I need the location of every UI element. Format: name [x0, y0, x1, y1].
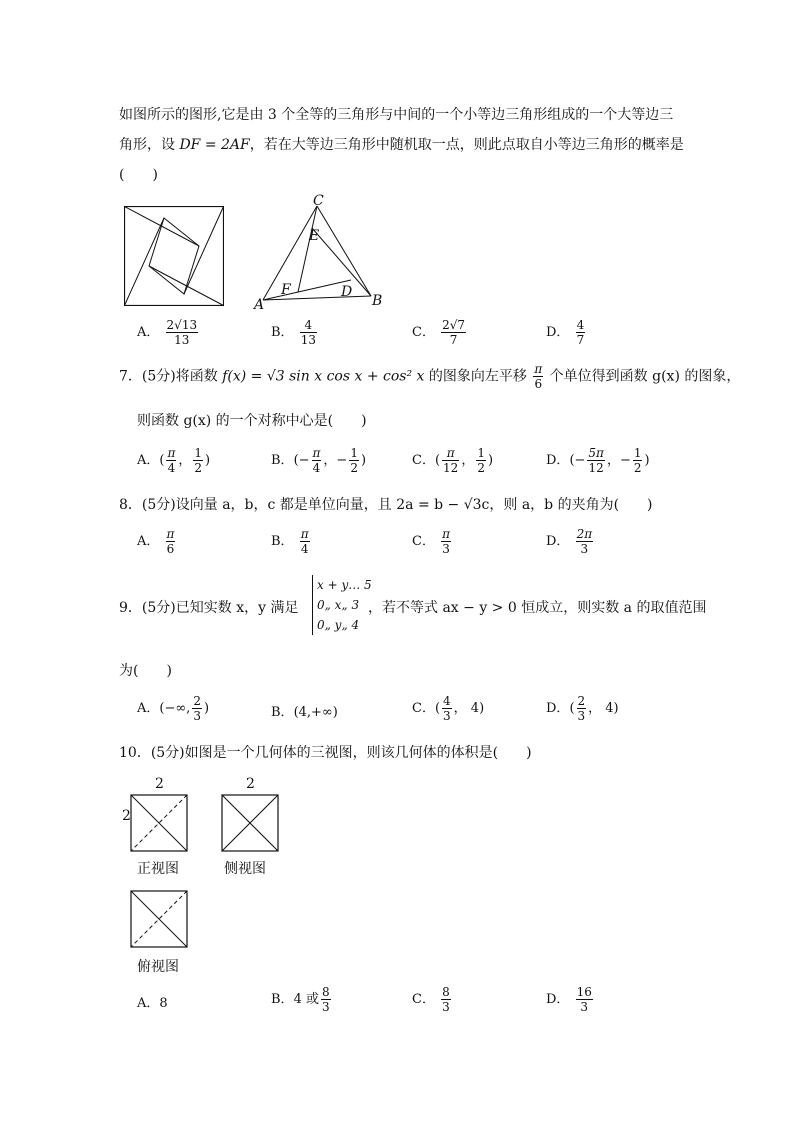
side-view-top-dimension: 2: [246, 776, 255, 792]
numerator: π: [312, 446, 321, 460]
q8-option-b[interactable]: [271, 527, 312, 556]
fraction: [193, 446, 203, 475]
denominator: 7: [576, 333, 585, 347]
fraction: [166, 318, 199, 347]
paren: ): [644, 453, 650, 468]
numerator: 2√7: [442, 318, 466, 332]
fraction: [312, 446, 322, 475]
fraction: [441, 985, 451, 1014]
denominator: 12: [443, 461, 459, 475]
fraction: [533, 362, 543, 391]
denominator: 13: [300, 333, 316, 347]
fraction: [300, 318, 317, 347]
denominator: 2: [633, 461, 642, 475]
denominator: 12: [588, 461, 604, 475]
pinwheel-square-figure: [124, 206, 224, 306]
side-view-drawing: [221, 794, 279, 852]
numerator: 4: [300, 318, 317, 333]
numerator: 8: [442, 985, 450, 999]
interval-end: ， 4): [453, 701, 485, 716]
denominator: 3: [580, 542, 589, 556]
q9-constraint-system: [312, 575, 372, 635]
q8-option-c[interactable]: [412, 527, 453, 556]
denominator: 6: [166, 542, 175, 556]
numerator: π: [534, 362, 543, 376]
fraction: [321, 985, 331, 1014]
numerator: π: [300, 527, 309, 541]
denominator: 4: [167, 461, 176, 475]
option-letter: C．: [412, 534, 435, 549]
fraction: [441, 527, 451, 556]
option-letter: A．: [137, 325, 160, 340]
q6-option-c[interactable]: [412, 318, 468, 347]
fraction: [576, 527, 594, 556]
option-letter: D．: [546, 453, 570, 468]
front-view-drawing: [130, 794, 188, 852]
interval-start: (: [569, 701, 575, 716]
denominator: 3: [193, 709, 201, 723]
q8-option-d[interactable]: [546, 527, 595, 556]
fraction: [476, 446, 486, 475]
q7-option-d[interactable]: [546, 446, 650, 475]
denominator: 7: [449, 333, 458, 347]
denominator: 3: [443, 709, 451, 723]
option-value: 8: [159, 996, 168, 1011]
q7-prefix: 7．(5分)将函数: [119, 368, 223, 385]
option-letter: A．: [137, 453, 160, 468]
intro-line-2-pre: 角形，设: [119, 137, 180, 153]
numerator: 16: [576, 985, 592, 999]
q7-function: f(x) = √3 sin x cos x + cos² x: [222, 368, 425, 385]
interval-end: ): [203, 701, 210, 716]
q8-option-a[interactable]: [137, 527, 177, 556]
q10-option-b[interactable]: [271, 985, 333, 1014]
fraction: [166, 446, 176, 475]
vertex-label-d: D: [341, 284, 353, 300]
q10-stem: 10．(5分)如图是一个几何体的三视图，则该几何体的体积是( ): [119, 745, 532, 761]
numerator: 2: [193, 694, 201, 708]
q9-option-b[interactable]: [271, 701, 338, 720]
q8-stem: 8．(5分)设向量 a，b，c 都是单位向量，且 2a = b − √3c，则 a，b 的夹角为( ): [119, 497, 653, 513]
side-view-label: 侧视图: [224, 861, 266, 877]
fraction: [577, 694, 587, 723]
fraction: [587, 446, 605, 475]
vertex-label-a: A: [254, 297, 265, 313]
option-letter: A．: [137, 534, 160, 549]
paren: (−: [293, 453, 310, 468]
denominator: 3: [321, 1000, 330, 1014]
numerator: 4: [576, 318, 585, 332]
denominator: 2: [194, 461, 203, 475]
numerator: 8: [321, 985, 330, 999]
numerator: 1: [477, 446, 485, 460]
denominator: 2: [350, 461, 358, 475]
fraction: [300, 527, 310, 556]
denominator: 3: [577, 709, 586, 723]
fraction: [166, 527, 176, 556]
q9-option-c[interactable]: [412, 694, 484, 723]
constraint-3: 0„ y„ 4: [317, 618, 360, 632]
option-letter: B．: [271, 453, 294, 468]
paren: ): [205, 453, 211, 468]
denominator: 2: [477, 461, 485, 475]
q9-stem-line-2: 为( ): [119, 663, 172, 679]
interval-end: ， 4): [588, 701, 619, 716]
denominator: 3: [442, 1000, 450, 1014]
paren: (: [434, 453, 441, 468]
q7-stem: [119, 362, 740, 391]
interval: (4,+∞): [293, 705, 338, 720]
top-view-label: 俯视图: [137, 959, 179, 975]
paren: ): [360, 453, 367, 468]
vertex-label-c: C: [313, 193, 324, 209]
fraction: [442, 446, 459, 475]
constraint-1: x + y… 5: [317, 578, 372, 592]
top-view-drawing: [130, 890, 188, 948]
option-value: 4 或: [293, 992, 319, 1007]
denominator: 3: [442, 542, 450, 556]
fraction: [576, 985, 593, 1014]
interval-start: (: [434, 701, 441, 716]
option-letter: B．: [271, 325, 294, 340]
option-letter: D．: [546, 534, 570, 549]
separator: ，−: [606, 453, 631, 468]
option-letter: A．: [137, 996, 160, 1011]
numerator: 1: [194, 446, 203, 460]
interval-start: (−∞,: [159, 701, 191, 716]
paren: (: [159, 453, 165, 468]
intro-line-2: [119, 134, 684, 154]
q6-option-b[interactable]: [271, 318, 319, 347]
denominator: 3: [580, 1000, 589, 1014]
numerator: 5π: [588, 446, 604, 460]
q9-option-d[interactable]: [546, 694, 619, 723]
option-letter: A．: [137, 701, 160, 716]
q7-option-b[interactable]: [271, 446, 366, 475]
fraction: [576, 318, 586, 347]
fraction: [441, 318, 466, 347]
q7-suffix: 个单位得到函数 g(x) 的图象，: [545, 368, 741, 385]
vertex-label-e: E: [309, 228, 320, 244]
front-view-top-dimension: 2: [155, 776, 164, 792]
denominator: 4: [312, 461, 321, 475]
intro-answer-bracket: ( ): [119, 167, 158, 183]
separator: ，: [461, 453, 475, 468]
q6-option-a[interactable]: [137, 318, 200, 347]
denominator: 4: [300, 542, 309, 556]
numerator: π: [442, 446, 459, 461]
q10-option-d[interactable]: [546, 985, 595, 1014]
q6-option-d[interactable]: [546, 318, 587, 347]
intro-line-2-post: ，若在大等边三角形中随机取一点，则此点取自小等边三角形的概率是: [249, 137, 684, 153]
option-letter: B．: [271, 705, 294, 720]
option-letter: C．: [412, 325, 435, 340]
option-letter: D．: [546, 992, 570, 1007]
vertex-label-b: B: [372, 293, 383, 309]
separator: ，−: [323, 453, 348, 468]
fraction: [633, 446, 643, 475]
front-view-left-dimension: 2: [122, 808, 131, 824]
fraction: [442, 694, 452, 723]
q7-stem-line-2: 则函数 g(x) 的一个对称中心是( ): [137, 413, 367, 429]
q9-suffix: ，若不等式 ax − y > 0 恒成立，则实数 a 的取值范围: [368, 600, 707, 616]
option-letter: B．: [271, 992, 294, 1007]
fraction: [349, 446, 359, 475]
numerator: π: [167, 446, 176, 460]
option-letter: C．: [412, 453, 435, 468]
option-letter: C．: [412, 992, 435, 1007]
q7-option-a[interactable]: [137, 446, 210, 475]
numerator: π: [442, 527, 450, 541]
q10-option-c[interactable]: [412, 985, 453, 1014]
q9-prefix: 9．(5分)已知实数 x，y 满足: [119, 600, 299, 616]
option-letter: D．: [546, 325, 570, 340]
numerator: π: [166, 527, 175, 541]
fraction: [192, 694, 202, 723]
q7-option-c[interactable]: [412, 446, 493, 475]
numerator: 2: [577, 694, 586, 708]
option-letter: C．: [412, 701, 435, 716]
paren: ): [487, 453, 494, 468]
intro-line-1: 如图所示的图形,它是由 3 个全等的三角形与中间的一个小等边三角形组成的一个大等边三: [119, 107, 674, 123]
paren: (−: [569, 453, 586, 468]
q7-mid: 的图象向左平移: [424, 368, 532, 385]
numerator: 1: [350, 446, 358, 460]
constraint-2: 0„ x„ 3: [317, 598, 360, 612]
numerator: 2√13: [166, 318, 198, 332]
intro-equation: DF = 2AF: [179, 137, 250, 153]
denominator: 13: [174, 333, 190, 347]
vertex-label-f: F: [281, 282, 291, 298]
front-view-label: 正视图: [137, 861, 179, 877]
option-letter: B．: [271, 534, 294, 549]
numerator: 4: [443, 694, 451, 708]
q9-option-a[interactable]: [137, 694, 209, 723]
option-letter: D．: [546, 701, 570, 716]
numerator: 2π: [576, 527, 593, 541]
denominator: 6: [534, 377, 543, 391]
separator: ，: [178, 453, 192, 468]
numerator: 1: [633, 446, 642, 460]
q10-option-a[interactable]: [137, 992, 168, 1011]
